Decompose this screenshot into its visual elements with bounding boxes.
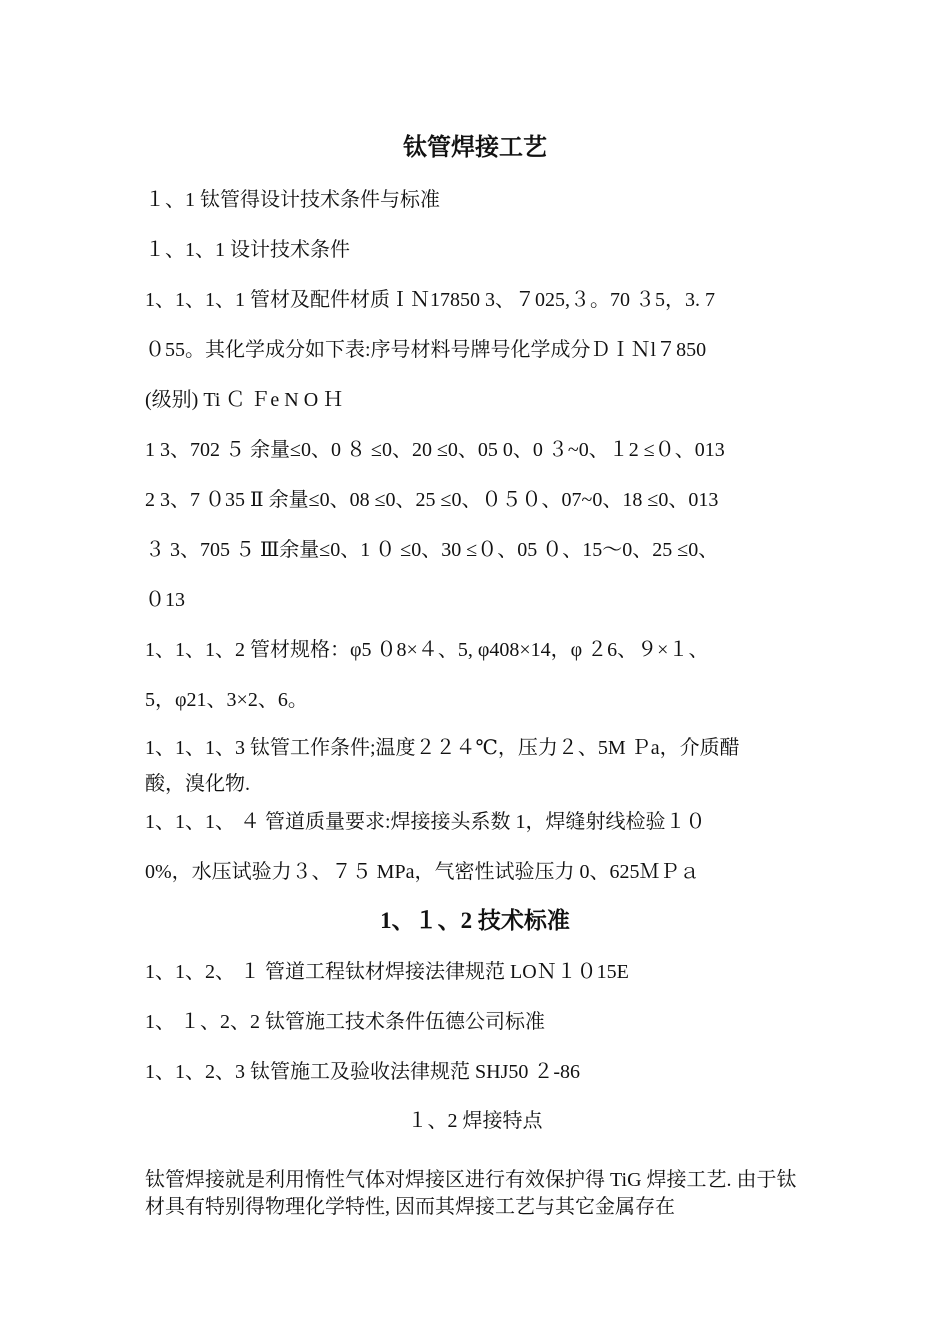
section-heading-welding-features: １、2 焊接特点 xyxy=(407,1110,543,1132)
standard-item: 1、 １、2、2 钛管施工技术条件伍德公司标准 xyxy=(145,1011,545,1033)
text-line: 5，φ21、3×2、6。 xyxy=(145,689,308,711)
section-heading-technical-standards: 1、１、2 技术标准 xyxy=(380,908,570,933)
standard-item: 1、1、2、 １ 管道工程钛材焊接法律规范 LOＮ１０15E xyxy=(145,961,629,983)
text-line: 1、1、1、 ４ 管道质量要求:焊接接头系数 1，焊缝射线检验１０ xyxy=(145,811,706,833)
body-paragraph: 钛管焊接就是利用惰性气体对焊接区进行有效保护得 TiG 焊接工艺. 由于钛材具有特别得物理化学特性, 因而其焊接工艺与其它金属存在 xyxy=(145,1169,797,1218)
text-line: 1、1、1、3 钛管工作条件;温度２２４℃，压力２、5M Ｐa，介质醋 xyxy=(145,737,740,759)
section-heading-1-1-1: １、1、1 设计技术条件 xyxy=(145,239,350,261)
table-row-text: 2 3、7 ０35 Ⅱ 余量≤0、08 ≤0、25 ≤0、０５０、07~0、18 ≤0、013 xyxy=(145,489,719,511)
table-row-text: 1 3、702 ５ 余量≤0、0 ８ ≤0、20 ≤0、05 0、0 ３~0、１2 ≤０、013 xyxy=(145,439,725,461)
text-line: 1、1、1、1 管材及配件材质ＩＮ17850 3、７025,３。70 ３5，3. 7 xyxy=(145,289,715,311)
table-row-text: ３ 3、705 ５ Ⅲ余量≤0、1 ０ ≤0、30 ≤０、05 ０、15～0、25 ≤0、 xyxy=(145,539,719,561)
text-line: 酸，溴化物. xyxy=(145,773,250,795)
text-line: 1、1、1、2 管材规格：φ5 ０8×４、5, φ408×14，φ ２6、９×１、 xyxy=(145,639,709,661)
document-title: 钛管焊接工艺 xyxy=(403,135,547,161)
text-line: ０55。其化学成分如下表:序号材料号牌号化学成分ＤＩＮl７850 xyxy=(145,339,707,361)
section-heading-1-1: １、1 钛管得设计技术条件与标准 xyxy=(145,189,440,211)
text-line: (级别) Ti Ｃ Ｆe N O Ｈ xyxy=(145,389,344,411)
text-line: 0%，水压试验力３、７５ MPa，气密性试验压力 0、625ＭＰａ xyxy=(145,861,700,883)
standard-item: 1、1、2、3 钛管施工及验收法律规范 SHJ50 ２-86 xyxy=(145,1061,581,1083)
table-row-text: ０13 xyxy=(145,589,185,611)
